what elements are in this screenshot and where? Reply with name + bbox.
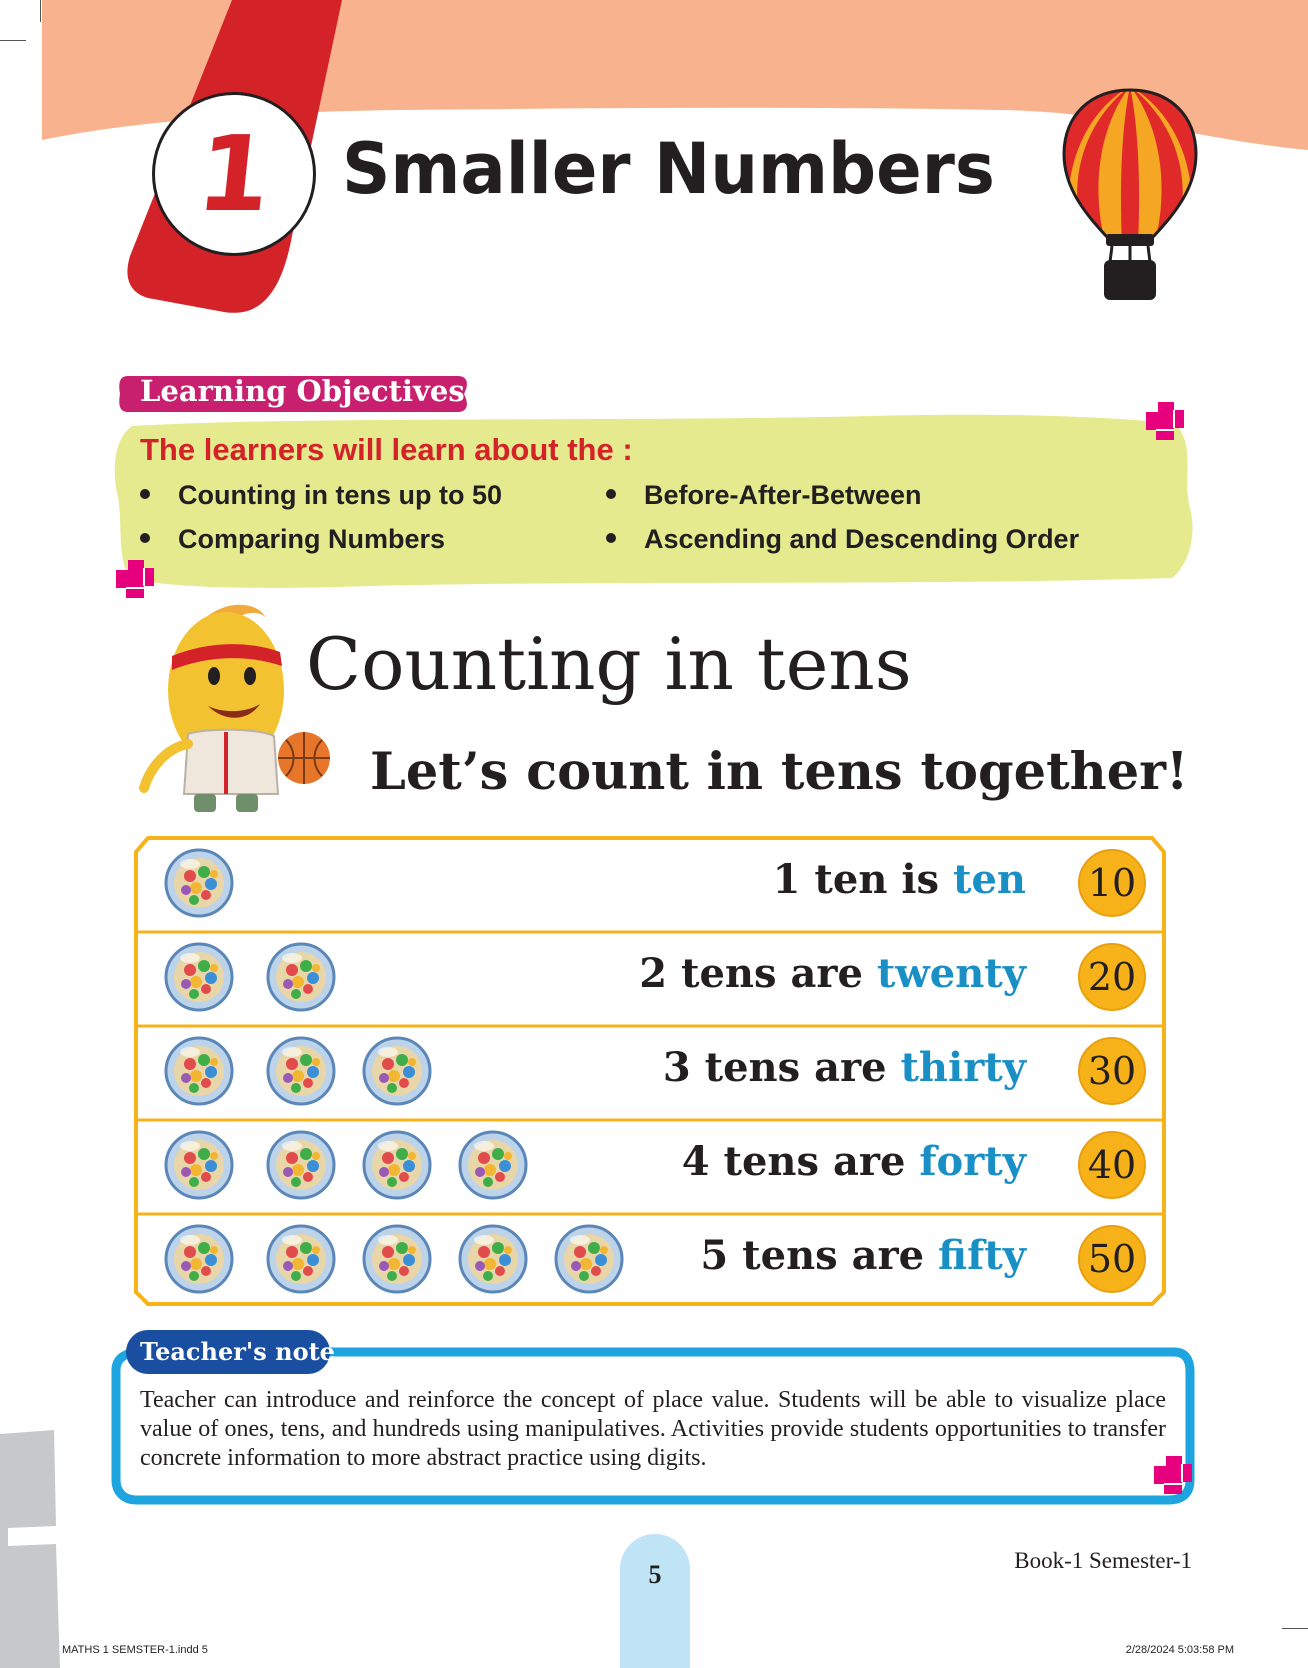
objective-text: Before-After-Between	[644, 480, 922, 510]
section-title: Counting in tens	[306, 622, 912, 706]
objectives-heading: The learners will learn about the :	[140, 432, 633, 467]
tens-phrase: 4 tens are	[681, 1138, 920, 1185]
tens-phrase: 1 ten is	[772, 856, 953, 903]
bullet-icon	[606, 489, 616, 499]
page-number-tab	[620, 1534, 690, 1668]
bead-ball-icon	[458, 1130, 528, 1200]
number-word: thirty	[900, 1044, 1026, 1091]
tens-phrase: 3 tens are	[662, 1044, 901, 1091]
counting-in-tens-table	[134, 836, 1166, 1306]
bead-ball-icon	[266, 942, 336, 1012]
tens-sentence	[682, 1138, 1026, 1185]
number-word: twenty	[876, 950, 1026, 997]
bead-ball-icon	[164, 1224, 234, 1294]
bead-ball-icon	[362, 1130, 432, 1200]
chapter-number: 1	[191, 113, 277, 235]
number-badge: 10	[1078, 849, 1146, 917]
magenta-corner-decoration	[114, 558, 158, 602]
book-label: Book-1 Semester-1	[1014, 1548, 1192, 1573]
print-slug-date: 2/28/2024 5:03:58 PM	[1125, 1644, 1234, 1656]
bead-ball-icon	[164, 1130, 234, 1200]
crop-mark	[1282, 1628, 1308, 1629]
objective-text: Comparing Numbers	[178, 524, 446, 554]
bead-ball-icon	[362, 1036, 432, 1106]
tens-sentence	[639, 950, 1026, 997]
objective-item	[606, 480, 922, 511]
page-number: 5	[648, 1560, 662, 1589]
number-word: ten	[952, 856, 1026, 903]
bead-ball-icon	[164, 848, 234, 918]
number-badge: 50	[1078, 1225, 1146, 1293]
tens-phrase: 5 tens are	[700, 1232, 938, 1279]
objective-text: Counting in tens up to 50	[178, 480, 502, 510]
tens-row	[134, 1212, 1166, 1306]
number-badge: 30	[1078, 1037, 1146, 1105]
tens-sentence	[663, 1044, 1026, 1091]
tens-row	[134, 930, 1166, 1024]
number-badge: 40	[1078, 1131, 1146, 1199]
bead-ball-icon	[164, 1036, 234, 1106]
bead-ball-icon	[266, 1130, 336, 1200]
tens-row	[134, 1118, 1166, 1212]
learning-objectives-label: Learning Objectives :	[140, 374, 486, 408]
number-badge: 20	[1078, 943, 1146, 1011]
hot-air-balloon-illustration	[1060, 86, 1200, 304]
objective-item	[140, 480, 502, 511]
objective-item	[606, 524, 1079, 555]
magenta-corner-decoration	[1144, 400, 1188, 444]
tens-row	[134, 836, 1166, 930]
bead-ball-icon	[362, 1224, 432, 1294]
print-slug-file: MATHS 1 SEMSTER-1.indd 5	[62, 1644, 208, 1656]
teachers-note-body: Teacher can introduce and reinforce the concept of place value. Students will be able to visualize place value of ones, tens, and hundreds using manipulatives. Activities provide students opportunities to transfer concrete information to more abstract practice using digits.	[140, 1387, 1166, 1471]
bead-ball-icon	[164, 942, 234, 1012]
bead-ball-icon	[554, 1224, 624, 1294]
number-word: forty	[919, 1138, 1026, 1185]
tens-row	[134, 1024, 1166, 1118]
teachers-note-label: Teacher's note	[140, 1337, 335, 1366]
bullet-icon	[140, 533, 150, 543]
magenta-corner-decoration	[1152, 1454, 1196, 1498]
objective-text: Ascending and Descending Order	[644, 524, 1080, 554]
tens-sentence	[773, 856, 1026, 903]
bullet-icon	[140, 489, 150, 499]
section-subtitle: Let’s count in tens together!	[370, 742, 1189, 802]
number-word: fifty	[937, 1232, 1026, 1279]
objective-item	[140, 524, 445, 555]
bead-ball-icon	[266, 1036, 336, 1106]
tens-phrase: 2 tens are	[639, 950, 877, 997]
bullet-icon	[606, 533, 616, 543]
chapter-number-badge	[152, 92, 316, 256]
bead-ball-icon	[458, 1224, 528, 1294]
side-tab-decoration	[0, 1430, 64, 1668]
bead-ball-icon	[266, 1224, 336, 1294]
tens-sentence	[700, 1232, 1026, 1279]
chapter-title: Smaller Numbers	[342, 128, 995, 210]
